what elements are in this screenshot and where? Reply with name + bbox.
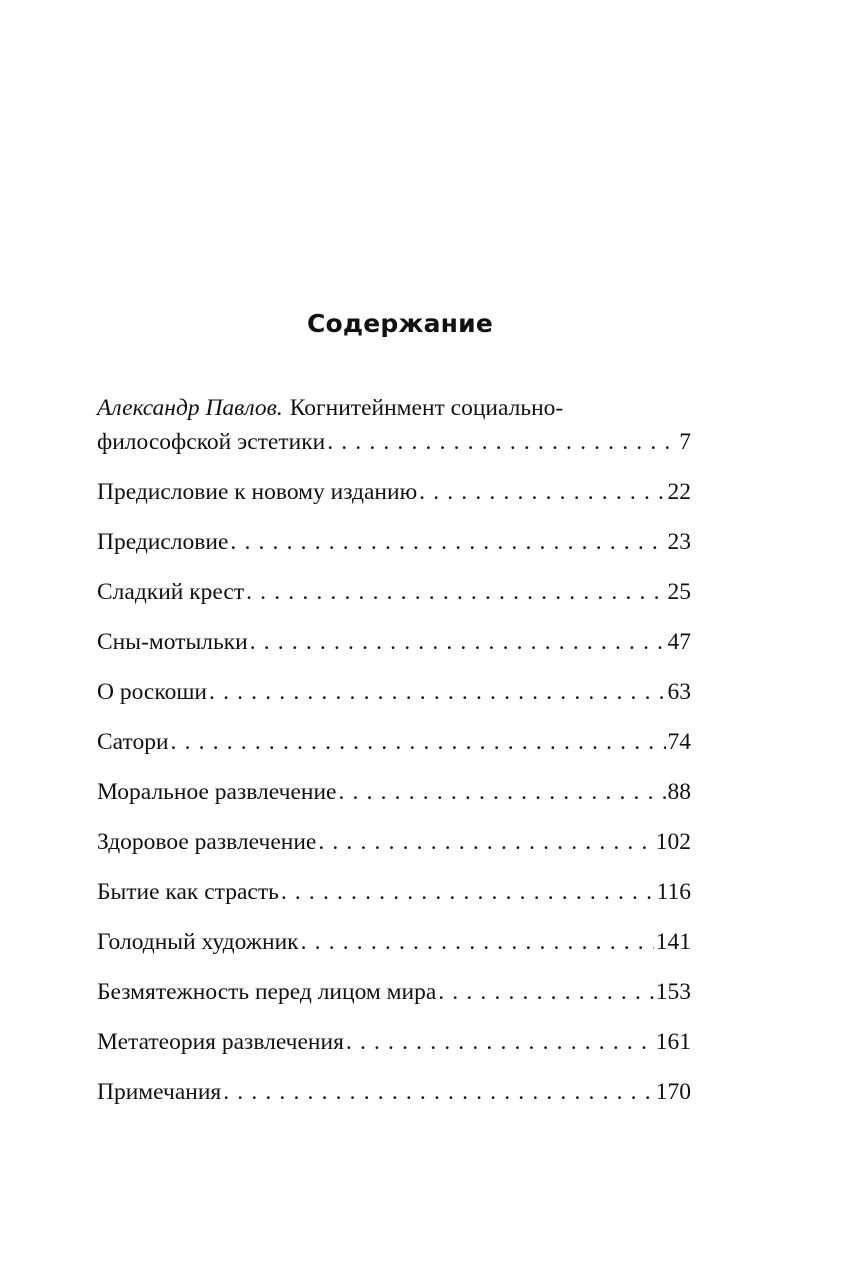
toc-entry-title: Бытие как страсть	[97, 879, 279, 905]
dot-leader	[318, 825, 653, 859]
toc-entry[interactable]	[97, 1025, 691, 1059]
toc-entry[interactable]	[97, 475, 691, 509]
toc-entry-title: Сатори	[97, 729, 169, 755]
dot-leader	[230, 525, 665, 559]
dot-leader	[419, 475, 665, 509]
toc-entry-page-number: 23	[667, 529, 691, 555]
toc-entry[interactable]	[97, 725, 691, 759]
toc-entry-title: Моральное развлечение	[97, 779, 337, 805]
dot-leader	[281, 875, 655, 909]
toc-entry[interactable]	[97, 525, 691, 559]
toc-entry[interactable]	[97, 975, 691, 1009]
toc-entry-page-number: 116	[656, 879, 691, 905]
dot-leader	[223, 1075, 654, 1109]
toc-entry-title: Предисловие	[97, 529, 229, 555]
dot-leader	[301, 925, 654, 959]
dot-leader	[438, 975, 654, 1009]
toc-entry-foreword-pavlov[interactable]	[97, 391, 691, 459]
dot-leader	[327, 425, 677, 459]
table-of-contents	[97, 391, 691, 1125]
toc-entry-title: О роскоши	[97, 679, 208, 705]
dot-leader	[246, 575, 665, 609]
toc-entry-line-2	[97, 425, 691, 459]
page-title: Содержание	[306, 309, 494, 338]
toc-entry-page-number: 170	[655, 1079, 691, 1105]
toc-entry-title: Голодный художник	[97, 929, 299, 955]
toc-entry-page-number: 88	[667, 779, 691, 805]
toc-entry-title: Здоровое развлечение	[97, 829, 317, 855]
toc-entry[interactable]	[97, 875, 691, 909]
toc-entry-page-number: 161	[655, 1029, 691, 1055]
toc-entry[interactable]	[97, 825, 691, 859]
toc-entry-title: Примечания	[97, 1079, 222, 1105]
toc-entry[interactable]	[97, 925, 691, 959]
toc-entry-page-number: 63	[667, 679, 691, 705]
toc-entry-title-part-2: философской эстетики	[97, 429, 326, 455]
dot-leader	[250, 625, 666, 659]
toc-entry-line-1	[97, 391, 691, 425]
toc-entry[interactable]	[97, 775, 691, 809]
toc-entry-page-number: 7	[679, 429, 691, 455]
toc-entry-author: Александр Павлов.	[97, 395, 283, 421]
toc-entry-title: Предисловие к новому изданию	[97, 479, 418, 505]
toc-entry-title: Сны-мотыльки	[97, 629, 248, 655]
toc-entry[interactable]	[97, 575, 691, 609]
toc-entry-page-number: 25	[667, 579, 691, 605]
toc-entry[interactable]	[97, 675, 691, 709]
dot-leader	[209, 675, 665, 709]
toc-entry-page-number: 102	[655, 829, 691, 855]
toc-entry-page-number: 22	[667, 479, 691, 505]
toc-entry-page-number: 141	[655, 929, 691, 955]
toc-entry[interactable]	[97, 1075, 691, 1109]
dot-leader	[338, 775, 665, 809]
dot-leader	[171, 725, 666, 759]
toc-entry-page-number: 47	[667, 629, 691, 655]
toc-entry-page-number: 74	[667, 729, 691, 755]
toc-entry-page-number: 153	[655, 979, 691, 1005]
toc-entry-title: Сладкий крест	[97, 579, 245, 605]
dot-leader	[346, 1025, 654, 1059]
toc-entry-title: Метатеория развлечения	[97, 1029, 344, 1055]
toc-entry-title-part-1: Когнитейнмент социально-	[289, 395, 564, 421]
toc-entry-title: Безмятежность перед лицом мира	[97, 979, 437, 1005]
toc-entry[interactable]	[97, 625, 691, 659]
